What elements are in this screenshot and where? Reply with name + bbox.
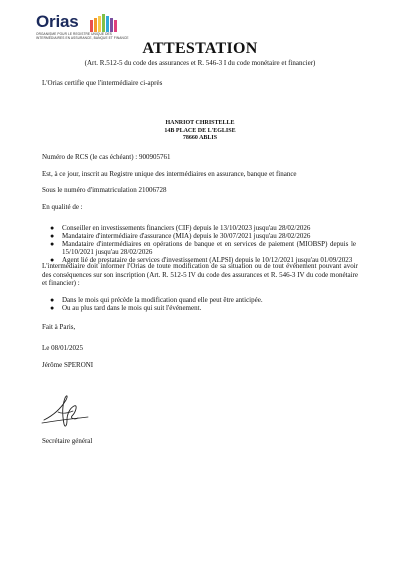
document-subtitle: (Art. R.512-5 du code des assurances et R. 546-3 I du code monétaire et financier): [84, 59, 316, 67]
rcs-number: Numéro de RCS (le cas échéant) : 900905761: [42, 153, 171, 161]
registry-statement: Est, à ce jour, inscrit au Registre unique des intermédiaires en assurance, banque et finance: [42, 170, 297, 178]
date: Le 08/01/2025: [42, 344, 84, 352]
handwritten-signature: [40, 390, 90, 432]
logo-tagline: ORGANISME POUR LE REGISTRE UNIQUE DES: [36, 32, 112, 36]
list-item: ● Ou au plus tard dans le mois qui suit l'événement.: [50, 304, 202, 313]
signatory-name: Jérôme SPERONI: [42, 361, 94, 369]
intermediary-street: 14B PLACE DE L'EGLISE: [164, 127, 236, 134]
obligation-text: L'intermédiaire doit informer l'Orias de toute modification de sa situation ou de tout événement pouvant avoir des conséquences sur son inscription (Art. R. 512-5 IV du code des assurances et R. 546-3 IV du code monétaire et financier) :: [42, 262, 358, 287]
intermediary-name: HANRIOT CHRISTELLE: [165, 120, 235, 126]
list-item: ● Dans le mois qui précède la modification quand elle peut être anticipée.: [50, 296, 263, 304]
logo-bar: [102, 14, 105, 32]
logo-bar: [90, 20, 93, 32]
logo-bars: [90, 14, 117, 32]
list-item: ● Mandataire d'intermédiaire d'assurance (MIA) depuis le 30/07/2021 jusqu'au 28/02/2026: [50, 232, 311, 241]
logo-bar: [98, 16, 101, 32]
intermediary-city: 78660 ABLIS: [182, 135, 218, 141]
document-title: ATTESTATION: [142, 40, 258, 57]
logo-bar: [94, 18, 97, 32]
list-item: ● Mandataire d'intermédiaires en opérations de banque et en services de paiement (MIOBSP) depuis le 15/10/2021 jusqu'au 28/02/2026: [50, 240, 356, 256]
capacity-heading: En qualité de :: [42, 203, 83, 211]
obligation-list: [50, 297, 356, 313]
logo-wordmark: Orias: [36, 12, 79, 31]
place: Fait à Paris,: [42, 323, 76, 331]
logo-tagline-2: INTERMÉDIAIRES EN ASSURANCE, BANQUE ET FINANCE: [36, 36, 129, 40]
logo-bar: [110, 18, 113, 32]
signatory-role: Secrétaire général: [42, 437, 93, 445]
logo-bar: [106, 16, 109, 32]
list-item: ● Agent lié de prestataire de services d'investissement (ALPSI) depuis le 10/12/2021 jusqu'au 01/09/2023: [50, 255, 353, 264]
capacity-list: [50, 225, 356, 265]
list-item: ● Conseiller en investissements financiers (CIF) depuis le 13/10/2023 jusqu'au 28/02/2026: [50, 224, 311, 232]
registration-number: Sous le numéro d'immatriculation 21006728: [42, 186, 167, 194]
intro-text: L'Orias certifie que l'intermédiaire ci-après: [42, 79, 163, 87]
logo-bar: [114, 20, 117, 32]
intermediary-address: [0, 120, 400, 143]
